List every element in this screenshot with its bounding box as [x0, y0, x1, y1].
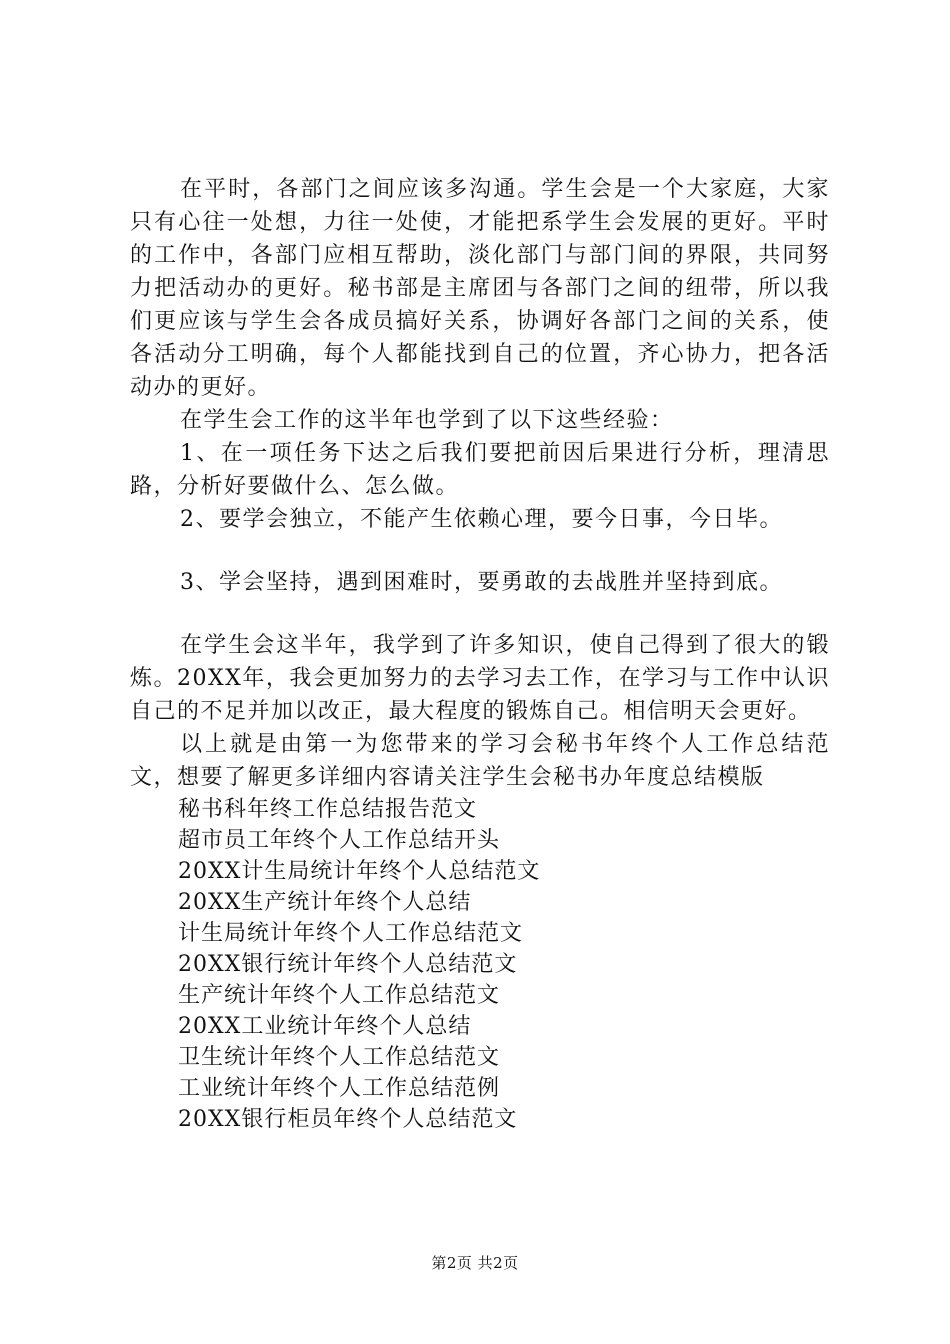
paragraph-experience-intro: 在学生会工作的这半年也学到了以下这些经验：	[180, 408, 674, 433]
paragraph-experience-2: 2、要学会独立，不能产生依赖心理，要今日事，今日毕。	[180, 507, 783, 532]
related-link[interactable]: 超市员工年终个人工作总结开头	[178, 828, 501, 853]
related-link[interactable]: 20XX银行统计年终个人总结范文	[178, 952, 518, 977]
related-link[interactable]: 20XX银行柜员年终个人总结范文	[178, 1107, 518, 1132]
related-link[interactable]: 生产统计年终个人工作总结范文	[178, 983, 501, 1008]
related-links-list	[130, 794, 830, 1135]
related-link[interactable]: 工业统计年终个人工作总结范例	[178, 1076, 501, 1101]
page-footer: 第2页 共2页	[431, 1254, 519, 1272]
related-link[interactable]: 秘书科年终工作总结报告范文	[178, 797, 478, 822]
paragraph-experience-1: 1、在一项任务下达之后我们要把前因后果进行分析，理清思路，分析好要做什么、怎么做。	[130, 441, 830, 499]
paragraph-cooperation: 在平时，各部门之间应该多沟通。学生会是一个大家庭，大家只有心往一处想，力往一处使，才能把系学生会发展的更好。平时的工作中，各部门应相互帮助，淡化部门与部门间的界限，共同努力把活动办的更好。秘书部是主席团与各部门之间的纽带，所以我们更应该与学生会各成员搞好关系，协调好各部门之间的关系，使各活动分工明确，每个人都能找到自己的位置，齐心协力，把各活动办的更好。	[130, 177, 830, 400]
paragraph-experience-3: 3、学会坚持，遇到困难时，要勇敢的去战胜并坚持到底。	[180, 570, 783, 595]
related-link[interactable]: 20XX生产统计年终个人总结	[178, 890, 472, 915]
related-link[interactable]: 20XX工业统计年终个人总结	[178, 1014, 472, 1039]
related-link[interactable]: 卫生统计年终个人工作总结范文	[178, 1045, 501, 1070]
document-body	[130, 173, 830, 1135]
related-link[interactable]: 计生局统计年终个人工作总结范文	[178, 921, 524, 946]
paragraph-closing: 以上就是由第一为您带来的学习会秘书年终个人工作总结范文，想要了解更多详细内容请关注学生会秘书办年度总结模版	[130, 732, 830, 790]
related-link[interactable]: 20XX计生局统计年终个人总结范文	[178, 859, 541, 884]
paragraph-summary: 在学生会这半年，我学到了许多知识，使自己得到了很大的锻炼。20XX年，我会更加努力的去学习去工作，在学习与工作中认识自己的不足并加以改正，最大程度的锻炼自己。相信明天会更好。	[130, 633, 830, 724]
